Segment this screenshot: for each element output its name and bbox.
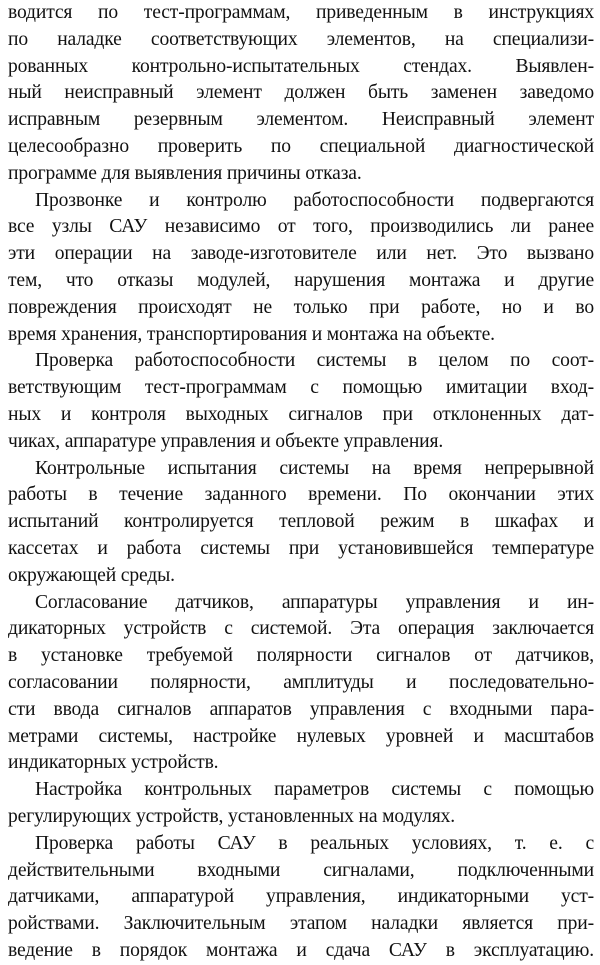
text-line: сти ввода сигналов аппаратов управления с входными пара-: [8, 698, 594, 720]
paragraph-6: [8, 777, 594, 831]
text-line: программе для выявления причины отказа.: [8, 162, 362, 184]
text-line: кассетах и работа системы при установившейся температуре: [8, 537, 594, 559]
text-line: индикаторных устройств.: [8, 752, 219, 774]
text-line: работы в течение заданного времени. По окончании этих: [8, 484, 594, 506]
text-line: по наладке соответствующих элементов, на специализи-: [8, 28, 594, 50]
text-line: в установке требуемой полярности сигналов от датчиков,: [8, 645, 594, 667]
page-text: [8, 0, 594, 961]
text-line: Проверка работоспособности системы в целом по соот-: [35, 350, 594, 372]
text-line: ветствующим тест-программам с помощью имитации вход-: [8, 377, 594, 399]
text-line: время хранения, транспортирования и монтажа на объекте.: [8, 323, 495, 345]
text-line: датчиками, аппаратурой управления, индикаторными уст-: [8, 886, 594, 908]
paragraph-4: [8, 456, 594, 590]
text-line: окружающей среды.: [8, 564, 175, 586]
text-line: Прозвонке и контролю работоспособности подвергаются: [35, 189, 594, 211]
text-line: все узлы САУ независимо от того, производились ли ранее: [8, 216, 594, 238]
paragraph-3: [8, 348, 594, 455]
text-line: регулирующих устройств, установленных на модулях.: [8, 805, 455, 827]
text-line: ведение в порядок монтажа и сдача САУ в эксплуатацию.: [8, 939, 594, 961]
text-line: целесообразно проверить по специальной диагностической: [8, 135, 594, 157]
text-line: ный неисправный элемент должен быть заменен заведомо: [8, 82, 594, 104]
text-line: исправным резервным элементом. Неисправный элемент: [8, 109, 594, 131]
text-line: тем, что отказы модулей, нарушения монтажа и другие: [8, 269, 594, 291]
text-line: действительными входными сигналами, подключенными: [8, 859, 594, 881]
paragraph-5: [8, 590, 594, 778]
text-line: рованных контрольно-испытательных стендах. Выявлен-: [8, 55, 594, 77]
paragraph-2: [8, 188, 594, 349]
text-line: метрами системы, настройке нулевых уровней и масштабов: [8, 725, 594, 747]
text-line: ных и контроля выходных сигналов при отклоненных дат-: [8, 403, 594, 425]
text-line: Согласование датчиков, аппаратуры управления и ин-: [35, 591, 594, 613]
text-line: ройствами. Заключительным этапом наладки является при-: [8, 913, 594, 935]
text-line: дикаторных устройств с системой. Эта операция заключается: [8, 618, 594, 640]
text-line: водится по тест-программам, приведенным в инструкциях: [8, 2, 594, 23]
paragraph-7: [8, 831, 594, 965]
text-line: Проверка работы САУ в реальных условиях, т. е. с: [35, 832, 594, 854]
text-line: испытаний контролируется тепловой режим в шкафах и: [8, 511, 594, 533]
text-line: Настройка контрольных параметров системы с помощью: [35, 779, 594, 801]
text-line: чиках, аппаратуре управления и объекте управления.: [8, 430, 444, 452]
text-line: повреждения происходят не только при работе, но и во: [8, 296, 594, 318]
text-line: согласовании полярности, амплитуды и последовательно-: [8, 671, 594, 693]
text-line: эти операции на заводе-изготовителе или нет. Это вызвано: [8, 243, 594, 265]
paragraph-1: [8, 0, 594, 188]
text-line: Контрольные испытания системы на время непрерывной: [35, 457, 594, 479]
